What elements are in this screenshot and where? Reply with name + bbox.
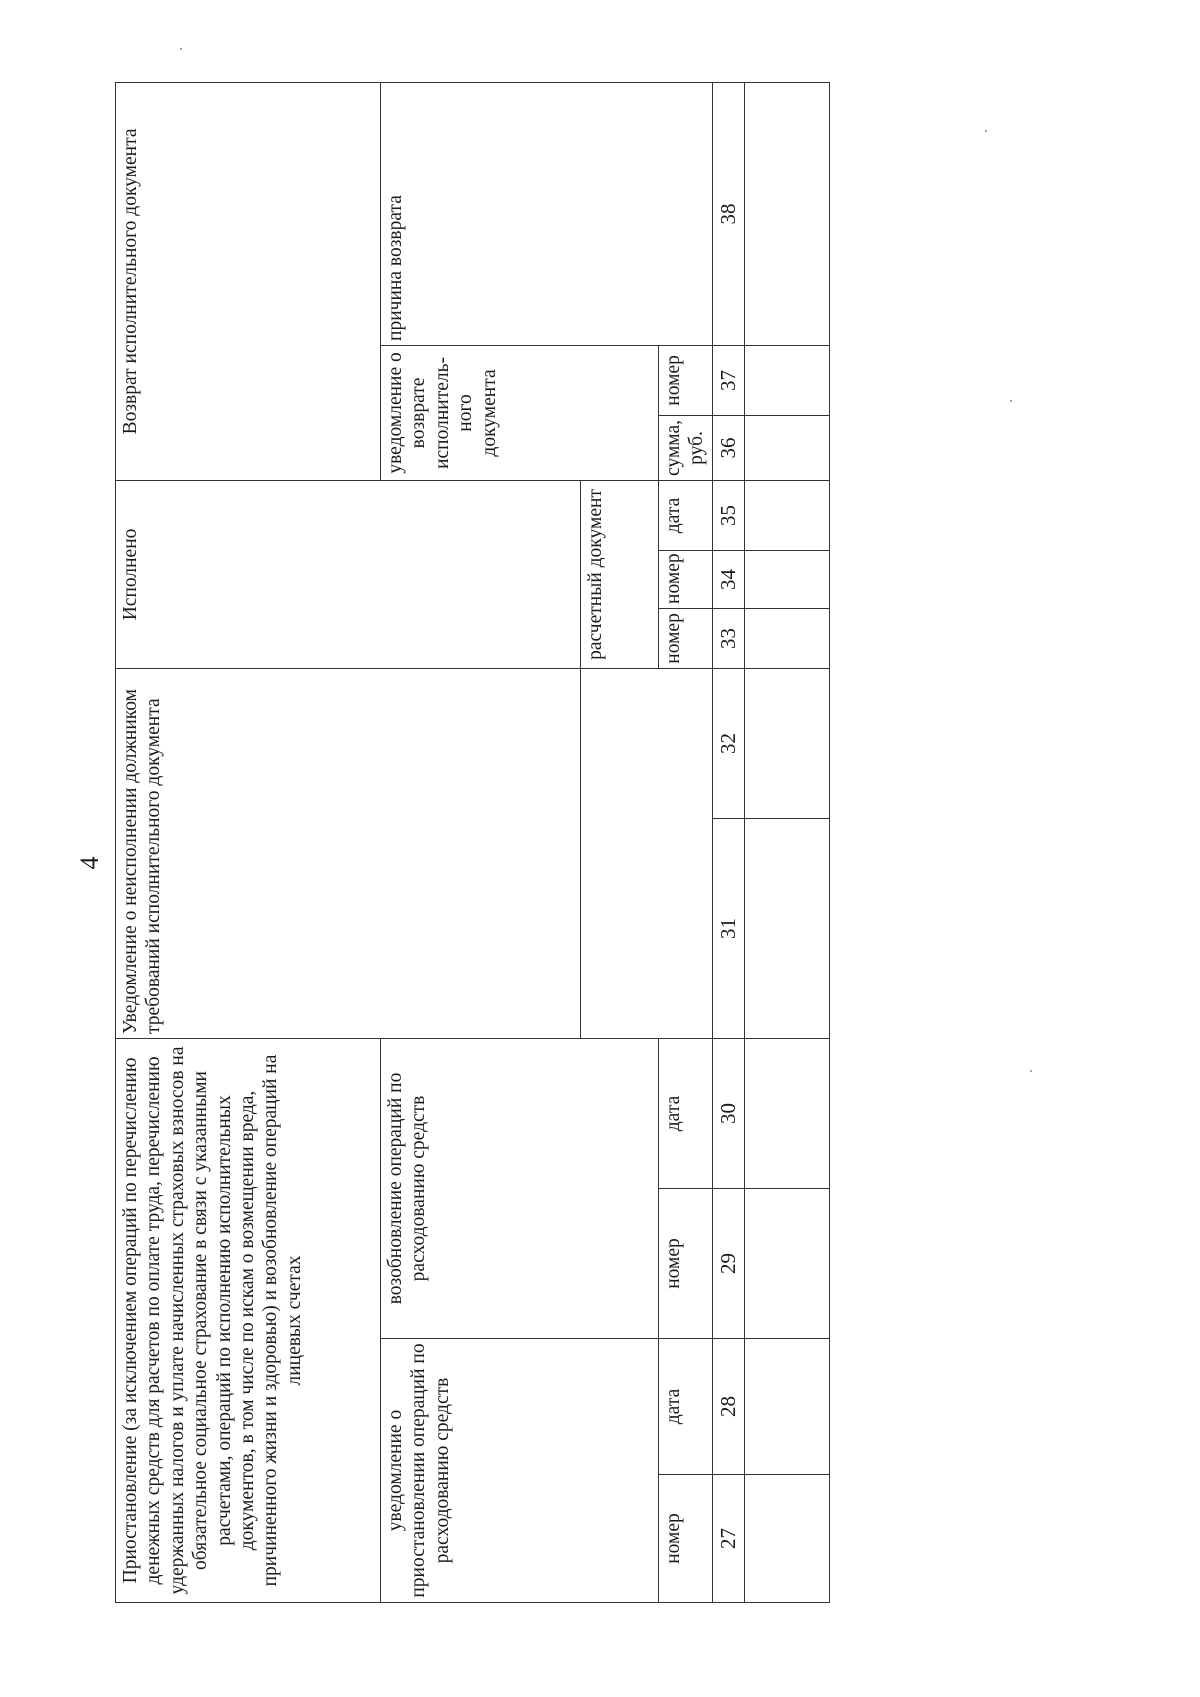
data-cell: [744, 82, 829, 345]
data-cell: [744, 818, 829, 1038]
column-number: 38: [712, 82, 744, 345]
header-resumption: возобновление операций по расходованию средств: [381, 1038, 659, 1338]
header-suspension-notice: уведомление о приостановлении операций по расходованию средств: [381, 1339, 659, 1603]
scan-speck: [1030, 1070, 1032, 1072]
subheader-amount: сумма, руб.: [659, 415, 713, 480]
data-cell: [744, 1189, 829, 1339]
data-cell: [744, 345, 829, 415]
column-number: 29: [712, 1189, 744, 1339]
subheader-date: дата: [659, 480, 713, 550]
column-number: 28: [712, 1339, 744, 1475]
page-number: 4: [75, 856, 104, 870]
data-cell: [744, 1339, 829, 1475]
header-executed: Исполнено: [116, 480, 581, 668]
column-number: 34: [712, 550, 744, 608]
scan-speck: [1010, 400, 1012, 402]
rotated-table-container: [115, 83, 830, 1603]
column-number: 36: [712, 415, 744, 480]
header-settlement-doc: расчетный документ: [581, 480, 659, 668]
data-cell: [744, 1475, 829, 1603]
column-number: 33: [712, 608, 744, 668]
subheader-number: номер: [659, 1189, 713, 1339]
scan-speck: [180, 48, 182, 50]
subheader-date: дата: [659, 1038, 713, 1188]
column-number: 27: [712, 1475, 744, 1603]
data-cell: [744, 608, 829, 668]
form-table: [115, 82, 830, 1603]
subheader-nonexecution-spacer: [581, 668, 713, 1038]
data-cell: [744, 415, 829, 480]
scan-speck: [985, 130, 987, 132]
column-number: 32: [712, 668, 744, 818]
header-suspension: Приостановление (за исключением операций по перечислению денежных средств для расчетов по оплате труда, перечислению удержанных налогов и уплате начисленных страховых взносов на обязательное социальное страхование в связи с указанными расчетами, операций по исполнению исполнительных документов, в том числе по искам о возмещении вреда, причиненного жизни и здоровью) и возобновление операций на лицевых счетах: [116, 1038, 381, 1602]
subheader-date: дата: [659, 1339, 713, 1475]
subheader-number: номер: [659, 1475, 713, 1603]
header-return: Возврат исполнительного документа: [116, 82, 381, 480]
subheader-number: номер: [659, 550, 713, 608]
header-nonexecution: Уведомление о неисполнении должником требований исполнительного документа: [116, 668, 581, 1038]
header-return-reason: причина возврата: [381, 82, 713, 345]
data-cell: [744, 480, 829, 550]
column-number: 37: [712, 345, 744, 415]
data-cell: [744, 550, 829, 608]
column-number: 31: [712, 818, 744, 1038]
data-cell: [744, 668, 829, 818]
header-return-notice: уведомление о возврате исполнитель-ного документа: [381, 345, 659, 480]
column-number: 35: [712, 480, 744, 550]
data-cell: [744, 1038, 829, 1188]
subheader-number: номер: [659, 345, 713, 415]
subheader-number: номер: [659, 608, 713, 668]
column-number: 30: [712, 1038, 744, 1188]
